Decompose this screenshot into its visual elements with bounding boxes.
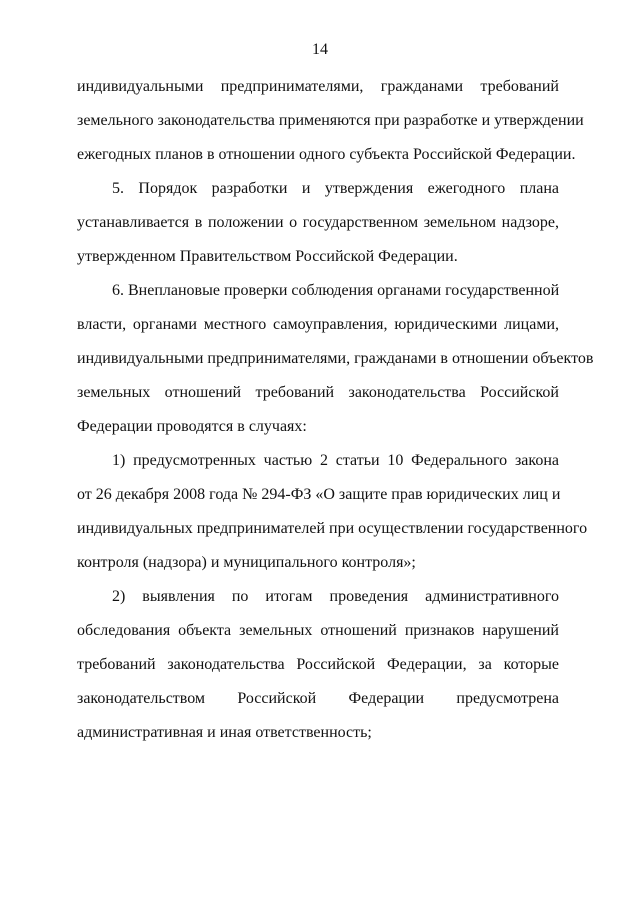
text-line: 5. Порядок разработки и утверждения ежегодного плана: [112, 180, 559, 197]
text-line: от 26 декабря 2008 года № 294-ФЗ «О защите прав юридических лиц и: [77, 486, 561, 503]
text-line: устанавливается в положении о государственном земельном надзоре,: [77, 214, 559, 231]
document-text-body: [77, 70, 594, 750]
text-line: земельного законодательства применяются при разработке и утверждении: [77, 112, 584, 129]
text-line: утвержденном Правительством Российской Федерации.: [77, 248, 458, 265]
text-line: 2) выявления по итогам проведения административного: [112, 588, 559, 605]
page-number: 14: [312, 41, 328, 58]
paragraph-subitem-2: [77, 580, 559, 750]
paragraph-subitem-1: [77, 444, 588, 580]
paragraph-continuation: [77, 70, 584, 172]
text-line: индивидуальными предпринимателями, гражданами требований: [77, 78, 559, 95]
text-line: земельных отношений требований законодательства Российской: [77, 384, 559, 401]
paragraph-item-5: [77, 172, 559, 274]
paragraph-item-6: [77, 274, 594, 444]
text-line: 1) предусмотренных частью 2 статьи 10 Федерального закона: [112, 452, 559, 469]
text-line: индивидуальными предпринимателями, гражданами в отношении объектов: [77, 350, 594, 367]
text-line: обследования объекта земельных отношений признаков нарушений: [77, 622, 559, 639]
text-line: власти, органами местного самоуправления, юридическими лицами,: [77, 316, 559, 333]
text-line: законодательством Российской Федерации предусмотрена: [77, 690, 559, 707]
text-line: административная и иная ответственность;: [77, 724, 372, 741]
text-line: требований законодательства Российской Федерации, за которые: [77, 656, 559, 673]
text-line: индивидуальных предпринимателей при осуществлении государственного: [77, 520, 588, 537]
text-line: ежегодных планов в отношении одного субъекта Российской Федерации.: [77, 146, 576, 163]
text-line: 6. Внеплановые проверки соблюдения органами государственной: [112, 282, 560, 299]
text-line: Федерации проводятся в случаях:: [77, 418, 307, 435]
text-line: контроля (надзора) и муниципального контроля»;: [77, 554, 416, 571]
